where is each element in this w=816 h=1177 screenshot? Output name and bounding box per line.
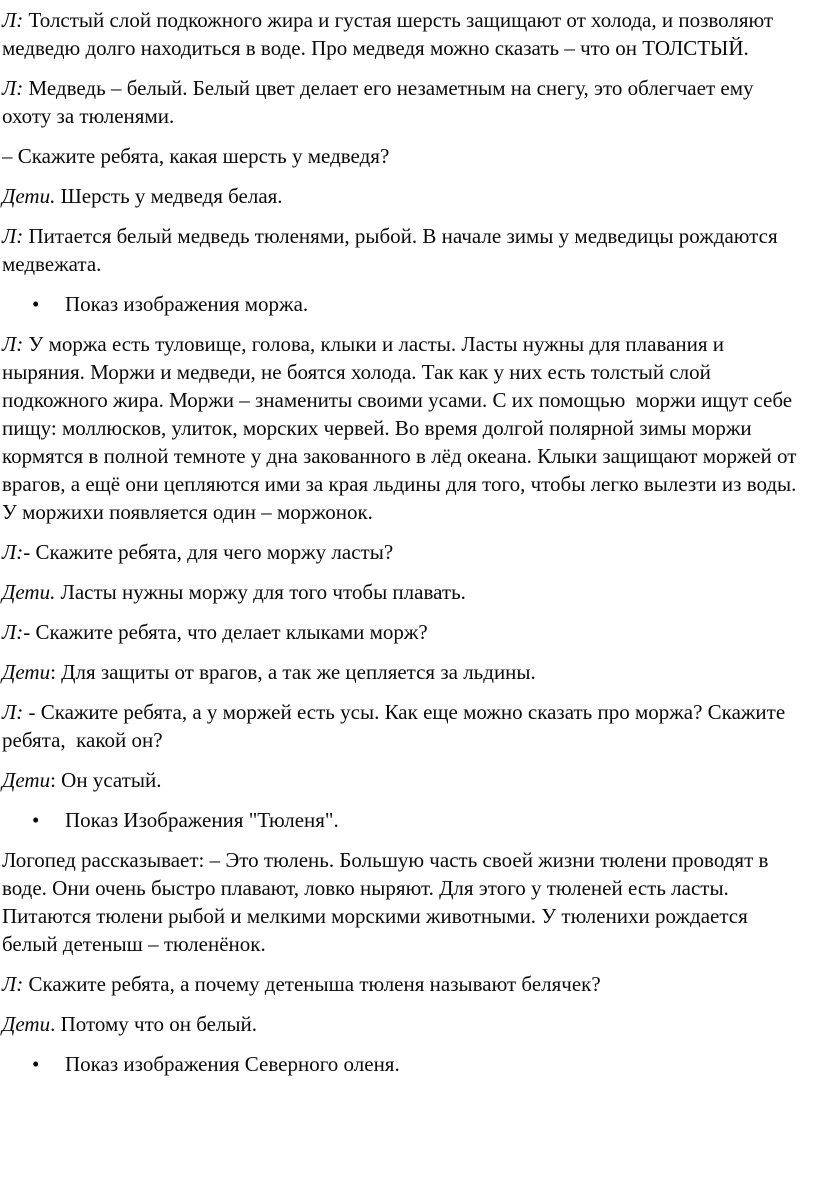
paragraph [2,658,802,686]
speaker-label: Л: [2,972,24,996]
paragraph-text: Шерсть у медведя белая. [55,184,283,208]
bullet-icon: • [32,292,40,316]
paragraph [2,6,802,62]
paragraph [2,618,802,646]
paragraph-text: - Скажите ребята, а у моржей есть усы. Как еще можно сказать про моржа? Скажите ребята, какой он? [2,700,791,752]
speaker-label: Дети. [2,184,56,208]
paragraph-text: Скажите ребята, а почему детеныша тюленя называют белячек? [23,972,601,996]
paragraph [2,578,802,606]
speaker-label: Л: [2,700,24,724]
paragraph-text: Ласты нужны моржу для того чтобы плавать. [55,580,466,604]
speaker-label: Дети [2,768,51,792]
paragraph-text: - Скажите ребята, для чего моржу ласты? [23,540,394,564]
paragraph-text: : Он усатый. [50,768,162,792]
bullet-item-text: Показ изображения моржа. [65,292,309,316]
paragraph [2,330,802,526]
bullet-item-text: Показ Изображения "Тюленя". [65,808,339,832]
paragraph-text: : Для защиты от врагов, а так же цепляется за льдины. [50,660,536,684]
paragraph [2,538,802,566]
speaker-label: Дети [2,660,51,684]
paragraph-text: Толстый слой подкожного жира и густая шерсть защищают от холода, и позволяют медведю долго находиться в воде. Про медведя можно сказать – что он ТОЛСТЫЙ. [2,8,779,60]
bullet-list-item [2,1050,802,1078]
paragraph [2,970,802,998]
paragraph-text: Питается белый медведь тюленями, рыбой. В начале зимы у медведицы рождаются медвежата. [2,224,783,276]
paragraph [2,222,802,278]
paragraph-text: – Скажите ребята, какая шерсть у медведя? [2,144,390,168]
paragraph-text: Медведь – белый. Белый цвет делает его незаметным на снегу, это облегчает ему охоту за тюленями. [2,76,759,128]
bullet-icon: • [32,808,40,832]
paragraph-text: - Скажите ребята, что делает клыками морж? [23,620,428,644]
paragraph [2,74,802,130]
paragraph [2,766,802,794]
paragraph [2,142,802,170]
paragraph [2,698,802,754]
paragraph-text: У моржа есть туловище, голова, клыки и ласты. Ласты нужны для плавания и ныряния. Моржи и медведи, не боятся холода. Так как у них есть толстый слой подкожного жира. Моржи – знамениты своими усами. С их помощью моржи ищут себе пищу: моллюсков, улиток, морских червей. Во время долгой полярной зимы моржи кормятся в полной темноте у дна закованного в лёд океана. Клыки защищают моржей от врагов, а ещё они цепляются ими за края льдины для того, чтобы легко вылезти из воды. У моржихи появляется один – моржонок. [2,332,802,524]
paragraph-text: . Потому что он белый. [50,1012,258,1036]
speaker-label: Л: [2,76,24,100]
bullet-list-item [2,806,802,834]
bullet-item-text: Показ изображения Северного оленя. [65,1052,400,1076]
paragraph [2,182,802,210]
bullet-list-item [2,290,802,318]
speaker-label: Л: [2,224,24,248]
speaker-label: Дети [2,1012,51,1036]
paragraph-text: Логопед рассказывает: – Это тюлень. Большую часть своей жизни тюлени проводят в воде. Они очень быстро плавают, ловко ныряют. Для этого у тюленей есть ласты. Питаются тюлени рыбой и мелкими морскими животными. У тюленихи рождается белый детеныш – тюленёнок. [2,848,774,956]
paragraph [2,1010,802,1038]
bullet-icon: • [32,1052,40,1076]
paragraph [2,846,802,958]
speaker-label: Л: [2,332,24,356]
speaker-label: Л: [2,620,24,644]
speaker-label: Л: [2,8,24,32]
speaker-label: Дети. [2,580,56,604]
speaker-label: Л: [2,540,24,564]
